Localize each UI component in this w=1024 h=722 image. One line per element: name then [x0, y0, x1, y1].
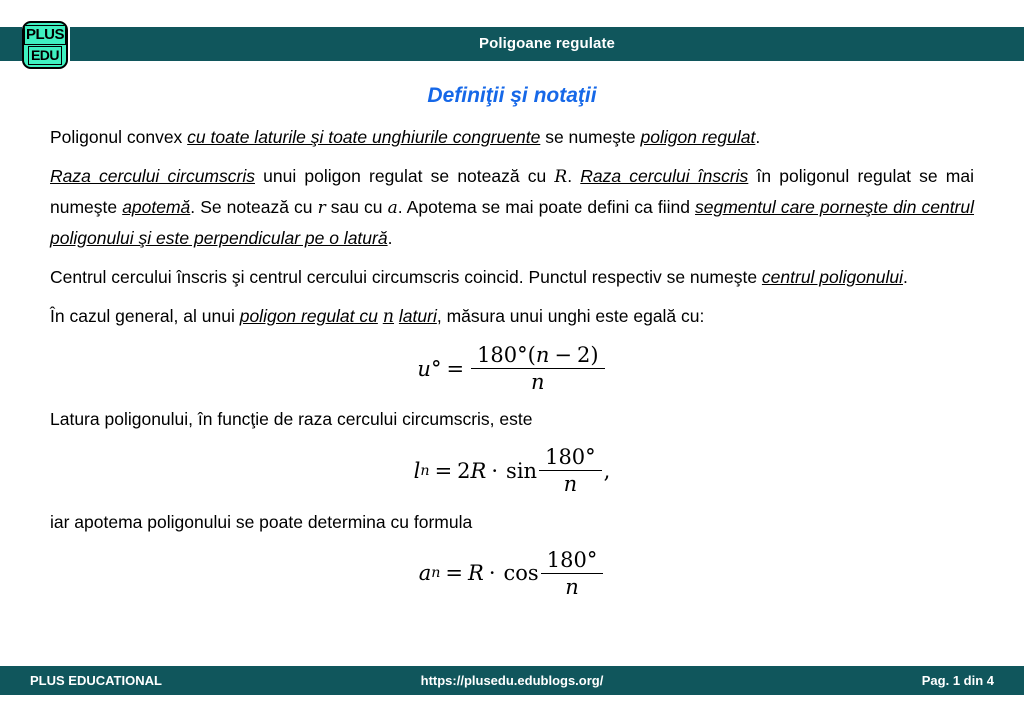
fraction-numerator	[541, 548, 604, 573]
defined-term: centrul poligonului	[761, 267, 903, 288]
math-variable-R: R	[470, 458, 487, 483]
fraction-denominator: n	[539, 470, 602, 496]
text-segment: , măsura unui unghi este egală cu:	[436, 306, 705, 327]
text-segment: .	[387, 228, 393, 249]
equals-sign: =	[434, 458, 453, 483]
text-segment: .	[903, 267, 908, 288]
fraction-denominator: n	[541, 573, 604, 599]
text-segment: Poligonul convex	[50, 127, 188, 147]
math-variable-R: R	[554, 166, 568, 187]
logo-plus-text: PLUS	[26, 26, 65, 43]
formula-side-length	[50, 445, 974, 496]
formula-lhs-variable: a	[418, 561, 432, 586]
trailing-comma: ,	[603, 458, 611, 483]
paragraph-apothem-intro: iar apotema poligonului se poate determina cu formula	[50, 511, 473, 532]
fraction-numerator	[539, 445, 602, 470]
fraction-denominator: n	[471, 368, 605, 394]
minus-sign: −	[554, 343, 572, 368]
degree-symbol: °	[585, 445, 596, 470]
document-body	[50, 78, 974, 609]
equals-sign: =	[445, 561, 464, 586]
defined-term: Raza cercului circumscris	[50, 165, 255, 186]
text-segment: . Apotema se mai poate defini ca fiind	[397, 197, 696, 218]
text-segment: .	[567, 165, 581, 186]
formula-apothem	[50, 548, 974, 599]
text-segment: .	[755, 127, 761, 147]
defined-term: laturi	[398, 306, 437, 327]
formula-lhs-subscript: n	[420, 462, 430, 479]
number-2: 2	[577, 343, 591, 368]
multiplication-dot: ·	[488, 561, 496, 586]
logo-edu-text: EDU	[28, 46, 62, 65]
fraction-numerator	[471, 343, 605, 368]
defined-term: apotemă	[122, 197, 191, 218]
text-segment: În cazul general, al unui	[50, 306, 240, 327]
degree-symbol: °	[517, 343, 528, 368]
paragraph-center-of-polygon	[50, 262, 974, 293]
formula-lhs-subscript: n	[431, 565, 441, 582]
function-cos: cos	[503, 561, 539, 586]
text-segment: unui poligon regulat se notează cu	[254, 165, 555, 186]
text-segment: se numeşte	[540, 127, 641, 147]
paragraph-side-length-intro: Latura poligonului, în funcţie de raza cercului circumscris, este	[50, 409, 533, 430]
math-variable-a: a	[387, 198, 398, 219]
page-title: Poligoane regulate	[479, 35, 615, 52]
paragraph-definition-regular-polygon	[50, 122, 974, 153]
math-variable-n: n	[382, 307, 395, 328]
page-header	[0, 27, 1024, 61]
formula-lhs-variable: u	[417, 356, 431, 381]
formula-lhs-variable: l	[413, 458, 421, 483]
text-segment: Centrul cercului înscris şi centrul cercului circumscris coincid. Punctul respectiv se numeşte	[50, 267, 762, 288]
page-footer	[0, 666, 1024, 695]
paragraph-radius-apothem	[50, 161, 974, 254]
header-bar-left-segment	[0, 27, 22, 61]
fraction	[539, 445, 602, 496]
footer-page-number: Pag. 1 din 4	[921, 673, 994, 688]
equals-sign: =	[446, 356, 465, 381]
text-segment: sau cu	[325, 197, 388, 218]
defined-term: poligon regulat cu	[239, 306, 378, 327]
fraction	[471, 343, 605, 394]
fraction	[541, 548, 604, 599]
number-180: 180	[477, 343, 518, 368]
number-180: 180	[545, 445, 586, 470]
plus-edu-logo	[22, 21, 68, 69]
math-variable-r: r	[317, 198, 326, 219]
coefficient-2: 2	[457, 458, 471, 483]
text-segment: în poligonul regulat se mai numeşte	[50, 165, 974, 218]
defined-term: Raza cercului înscris	[580, 165, 749, 186]
multiplication-dot: ·	[491, 458, 499, 483]
function-sin: sin	[506, 458, 538, 483]
text-segment: . Se notează cu	[190, 197, 318, 218]
paren-open: (	[527, 343, 536, 368]
footer-website-url[interactable]: https://plusedu.edublogs.org/	[420, 673, 604, 688]
paragraph-general-case	[50, 301, 974, 333]
footer-organization-name: PLUS EDUCATIONAL	[30, 673, 162, 688]
math-variable-R: R	[468, 561, 484, 586]
defined-term: segmentul care porneşte din centrul poligonului şi este perpendicular pe o latură	[50, 197, 975, 249]
paren-close: )	[590, 343, 599, 368]
defined-term: cu toate laturile şi toate unghiurile congruente	[187, 127, 541, 147]
formula-interior-angle	[50, 343, 974, 394]
section-heading: Definiţii şi notaţii	[427, 84, 597, 107]
number-180: 180	[546, 547, 587, 572]
math-variable-n: n	[535, 343, 550, 368]
degree-symbol: °	[586, 547, 598, 572]
degree-symbol: °	[430, 356, 442, 381]
defined-term: poligon regulat	[640, 127, 756, 147]
